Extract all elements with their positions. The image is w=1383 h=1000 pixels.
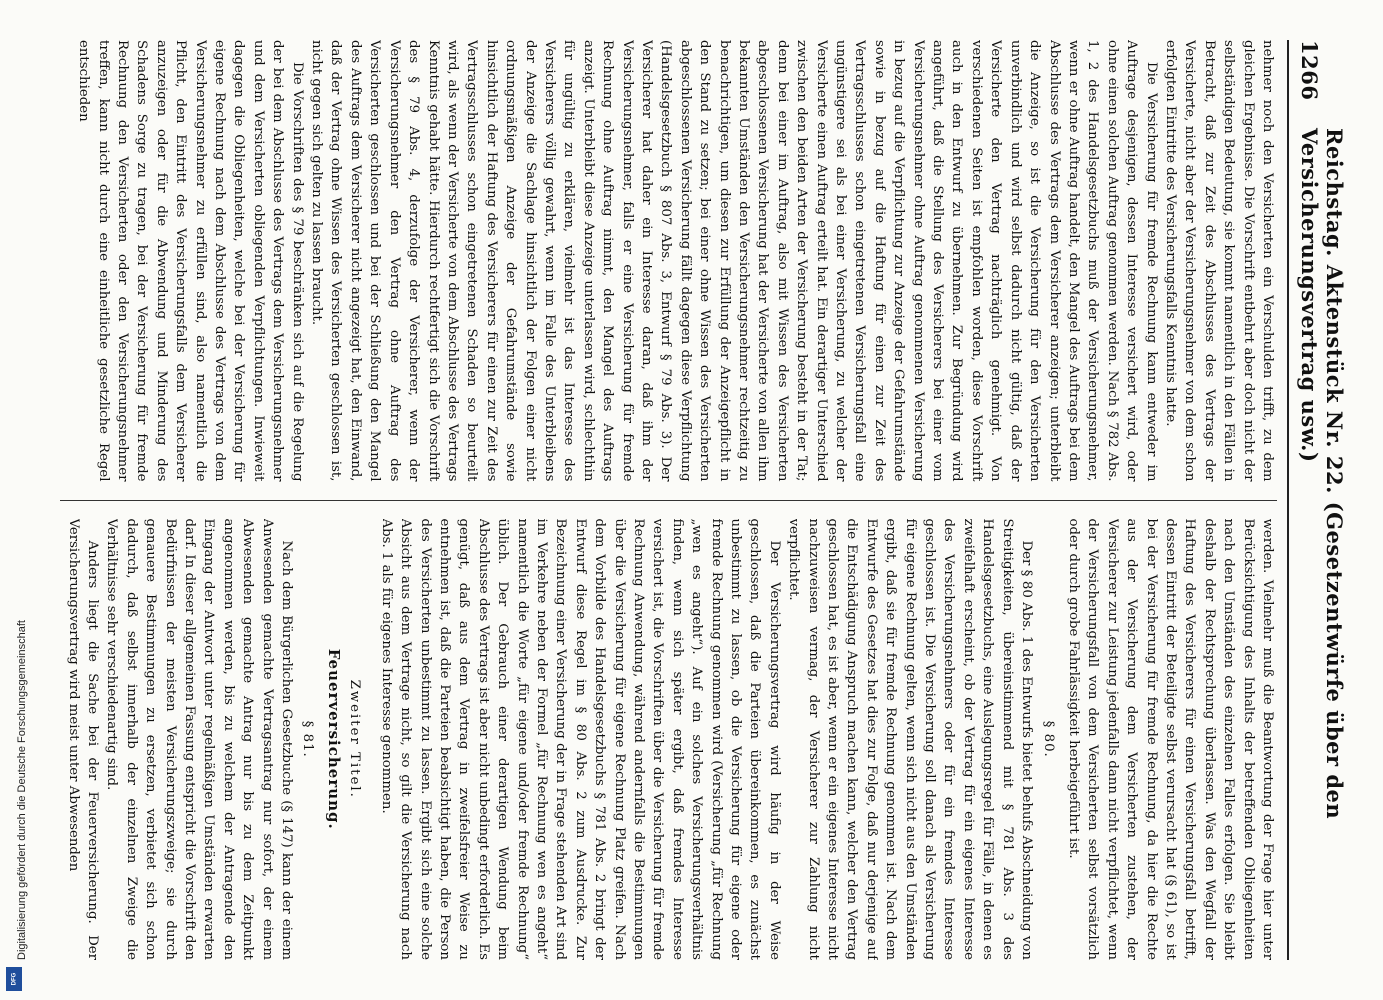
text-columns bbox=[60, 40, 1277, 960]
paragraph: Die Versicherung für fremde Rechnung kann entweder im Auftrage desjenigen, dessen Interesse versichert wird, oder ohne einen solchen Auftrag genommen werden. Nach § 782 Abs. 1, 2 des Handelsgesetzbuchs muß der Versicherungsnehmer, wenn er ohne Auftrag handelt, den Mangel des Auftrags bei dem Abschlusse des Vertrags dem Versicherer anzeigen; unterbleibt die Anzeige, so ist die Versicherung für den Versicherten unverbindlich und wird selbst dadurch nicht gültig, daß der Versicherte den Vertrag nachträglich genehmigt. Von verschiedenen Seiten ist empfohlen worden, diese Vorschrift auch in den Entwurf zu übernehmen. Zur Begründung wird angeführt, daß die Stellung des Versicherers bei einer vom Versicherungsnehmer ohne Auftrag genommenen Versicherung in bezug auf die Verpflichtung zur Anzeige der Gefahrumstände sowie in bezug auf die Haftung für einen zur Zeit des Vertragsschlusses schon eingetretenen Versicherungsfall eine ungünstigere sei als bei einer Versicherung, zu welcher der Versicherte einen Auftrag erteilt hat. Ein derartiger Unterschied zwischen den beiden Arten der Versicherung besteht in der Tat; denn bei einer im Auftrag, also mit Wissen des Versicherten abgeschlossenen Versicherung hat der Versicherte von allen ihm bekannten Umständen den Versicherungsnehmer rechtzeitig zu benachrichtigen, um diesen zur Erfüllung der Anzeigepflicht in den Stand zu setzen; bei einer ohne Wissen des Versicherten abgeschlossenen Versicherung fällt dagegen diese Verpflichtung (Handelsgesetzbuch § 807 Abs. 3, Entwurf § 79 Abs. 3). Der Versicherer hat daher ein Interesse daran, daß ihm der Versicherungsnehmer, falls er eine Versicherung für fremde Rechnung ohne Auftrag nimmt, den Mangel des Auftrags anzeigt. Unterbleibt diese Anzeige unterlassen wird, schlechthin für ungültig zu erklären, vielmehr ist das Interesse des Versicherers völlig gewahrt, wenn im Falle des Unterbleibens der Anzeige die Sachlage hinsichtlich der Folgen einer nicht ordnungsmäßigen Anzeige der Gefahrumstände sowie hinsichtlich der Haftung des Versicherers für einen zur Zeit des Vertragsschlusses schon eingetretenen Schaden so beurteilt wird, als wenn der Versicherte von dem Abschlusse des Vertrags Kenntnis gehabt hätte. Hierdurch rechtfertigt sich die Vorschrift des § 79 Abs. 4, derzufolge der Versicherer, wenn der Versicherungsnehmer den Vertrag ohne Auftrag des Versicherten geschlossen und bei der Schließung den Mangel des Auftrags dem Versicherer nicht angezeigt hat, den Einwand, daß der Vertrag ohne Wissen des Versicherten geschlossen ist, nicht gegen sich gelten zu lassen braucht. bbox=[309, 40, 1159, 482]
paragraph: Der Versicherungsvertrag wird häufig in der Weise geschlossen, daß die Parteien übereinkommen, es zunächst unbestimmt zu lassen, ob die Versicherung für eigene oder fremde Rechnung genommen wird (Versicherung „für Rechnung „wen es angeht“). Auf ein solches Versicherungsverhältnis finden, wenn sich später ergibt, daß fremdes Interesse versichert ist, die Vorschriften über die Versicherung für fremde Rechnung Anwendung, während andernfalls die Bestimmungen über die Versicherung für eigene Rechnung Platz greifen. Nach dem Vorbilde des Handelsgesetzbuchs § 781 Abs. 2 bringt der Entwurf diese Regel im § 80 Abs. 2 zum Ausdrucke. Zur Bezeichnung einer Versicherung der in Frage stehenden Art sind im Verkehre neben der Formel „für Rechnung wen es angeht“ namentlich die Worte „für eigene und/oder fremde Rechnung“ üblich. Der Gebrauch einer derartigen Wendung beim Abschlusse des Vertrags ist aber nicht unbedingt erforderlich. Es genügt, daß aus dem Vertrag in zweifelsfreier Weise zu entnehmen ist, daß die Parteien beabsichtigt haben, die Person des Versicherten unbestimmt zu lassen. Ergibt sich eine solche Absicht aus dem Vertrage nicht, so gilt die Versicherung nach Abs. 1 als für eigenes Interesse genommen. bbox=[378, 518, 782, 960]
column-divider bbox=[60, 500, 1277, 501]
page-content bbox=[60, 40, 1347, 960]
section-heading-80: § 80. bbox=[1040, 720, 1056, 758]
paragraph: Nach dem Bürgerlichen Gesetzbuche (§ 147) kann der einem Anwesenden gemachte Vertragsantrag nur sofort, der einem Abwesenden gemachte Antrag nur bis zu dem Zeitpunkt angenommen werden, bis zu welchem der Antragende den Eingang der Antwort unter regelmäßigen Umständen erwarten darf. In dieser allgemeinen Fassung entspricht die Vorschrift den Bedürfnissen der meisten Versicherungszweige; sie durch genauere Bestimmungen zu ersetzen, verbietet sich schon dadurch, daß selbst innerhalb der einzelnen Zweige die Verhältnisse sehr verschiedenartig sind. bbox=[104, 518, 295, 960]
paragraph: werden. Vielmehr muß die Beantwortung der Frage hier unter Berücksichtigung des Inhalts der betreffenden Obliegenheiten nach den Umständen des einzelnen Falles erfolgen. Sie bleibt deshalb der Rechtsprechung überlassen. Was den Wegfall der Haftung des Versicherers für einen Versicherungsfall betrifft, dessen Eintritt der Beteiligte selbst verursacht hat (§ 61), so ist bei der Versicherung für fremde Rechnung, da hier die Rechte aus der Versicherung dem Versicherten zustehen, der Versicherer zur Leistung jedenfalls dann nicht verpflichtet, wenn der Versicherungsfall von dem Versicherten selbst vorsätzlich oder durch grobe Fahrlässigkeit herbeigeführt ist. bbox=[1065, 518, 1275, 960]
right-column bbox=[60, 519, 1277, 961]
running-head bbox=[1297, 40, 1347, 960]
left-column bbox=[60, 40, 1277, 482]
title-heading: Feuerversicherung. bbox=[324, 648, 343, 830]
section-heading-81: § 81. bbox=[300, 720, 316, 758]
funding-note: Digitalisierung gefördert durch die Deutsche Forschungsgemeinschaft bbox=[16, 620, 28, 960]
side-footer bbox=[0, 0, 30, 1000]
running-title: Reichstag. Aktenstück Nr. 22. (Gesetzentwürfe über den Versicherungsvertrag usw.) bbox=[1297, 128, 1347, 820]
title-subheading: Zweiter Titel. bbox=[347, 679, 363, 799]
paragraph: Der § 80 Abs. 1 des Entwurfs bietet behufs Abschneidung von Streitigkeiten, übereinstimmend mit § 781 Abs. 3 des Handelsgesetzbuchs, eine Auslegungsregel für Fälle, in denen es zweifelhaft erscheint, ob der Vertrag für ein eigenes Interesse des Versicherungsnehmers oder für ein fremdes Interesse geschlossen ist. Die Versicherung soll danach als Versicherung für eigene Rechnung gelten, wenn sich nicht aus den Umständen ergibt, daß sie für fremde Rechnung genommen ist. Nach dem Entwurfe des Gesetzes hat dies zur Folge, daß nur derjenige auf die Entschädigung Anspruch machen kann, welcher den Vertrag geschlossen hat, es ist aber, wenn er ein eigenes Interesse nicht nachzuweisen vermag, der Versicherer zur Zahlung nicht verpflichtet. bbox=[786, 518, 1035, 960]
paragraph: nehmer noch den Versicherten ein Verschulden trifft, zu dem gleichen Ergebnisse. Die Vorschrift entbehrt aber doch nicht der selbständigen Bedeutung, sie kommt namentlich in den Fällen in Betracht, daß zur Zeit des Abschlusses des Vertrags der Versicherte, nicht aber der Versicherungsnehmer von dem schon erfolgten Eintritte des Versicherungsfalls Kenntnis hatte. bbox=[1162, 40, 1275, 482]
header-rule bbox=[1287, 40, 1289, 960]
dfg-logo-graphic bbox=[6, 967, 22, 991]
paragraph: Die Vorschriften des § 79 beschränken sich auf die Regelung der bei dem Abschlusse des Vertrags dem Versicherungsnehmer und dem Versicherten obliegenden Verpflichtungen. Inwieweit dagegen die Obliegenheiten, welche bei der Versicherung für eigene Rechnung nach dem Abschlusse des Vertrags von dem Versicherungsnehmer zu erfüllen sind, also namentlich die Pflicht, den Eintritt des Versicherungsfalls dem Versicherer anzuzeigen oder für die Abwendung und Minderung des Schadens Sorge zu tragen, bei der Versicherung für fremde Rechnung den Versicherten oder den Versicherungsnehmer treffen, kann nicht durch eine einheitliche gesetzliche Regel entschieden bbox=[76, 40, 305, 482]
dfg-logo-lettering: DFG bbox=[11, 972, 18, 986]
dfg-logo-icon bbox=[4, 966, 24, 992]
paragraph: Anders liegt die Sache bei der Feuerversicherung. Der Versicherungsvertrag wird meist unter Abwesenden bbox=[65, 518, 101, 960]
page-number: 1266 bbox=[1297, 40, 1322, 101]
